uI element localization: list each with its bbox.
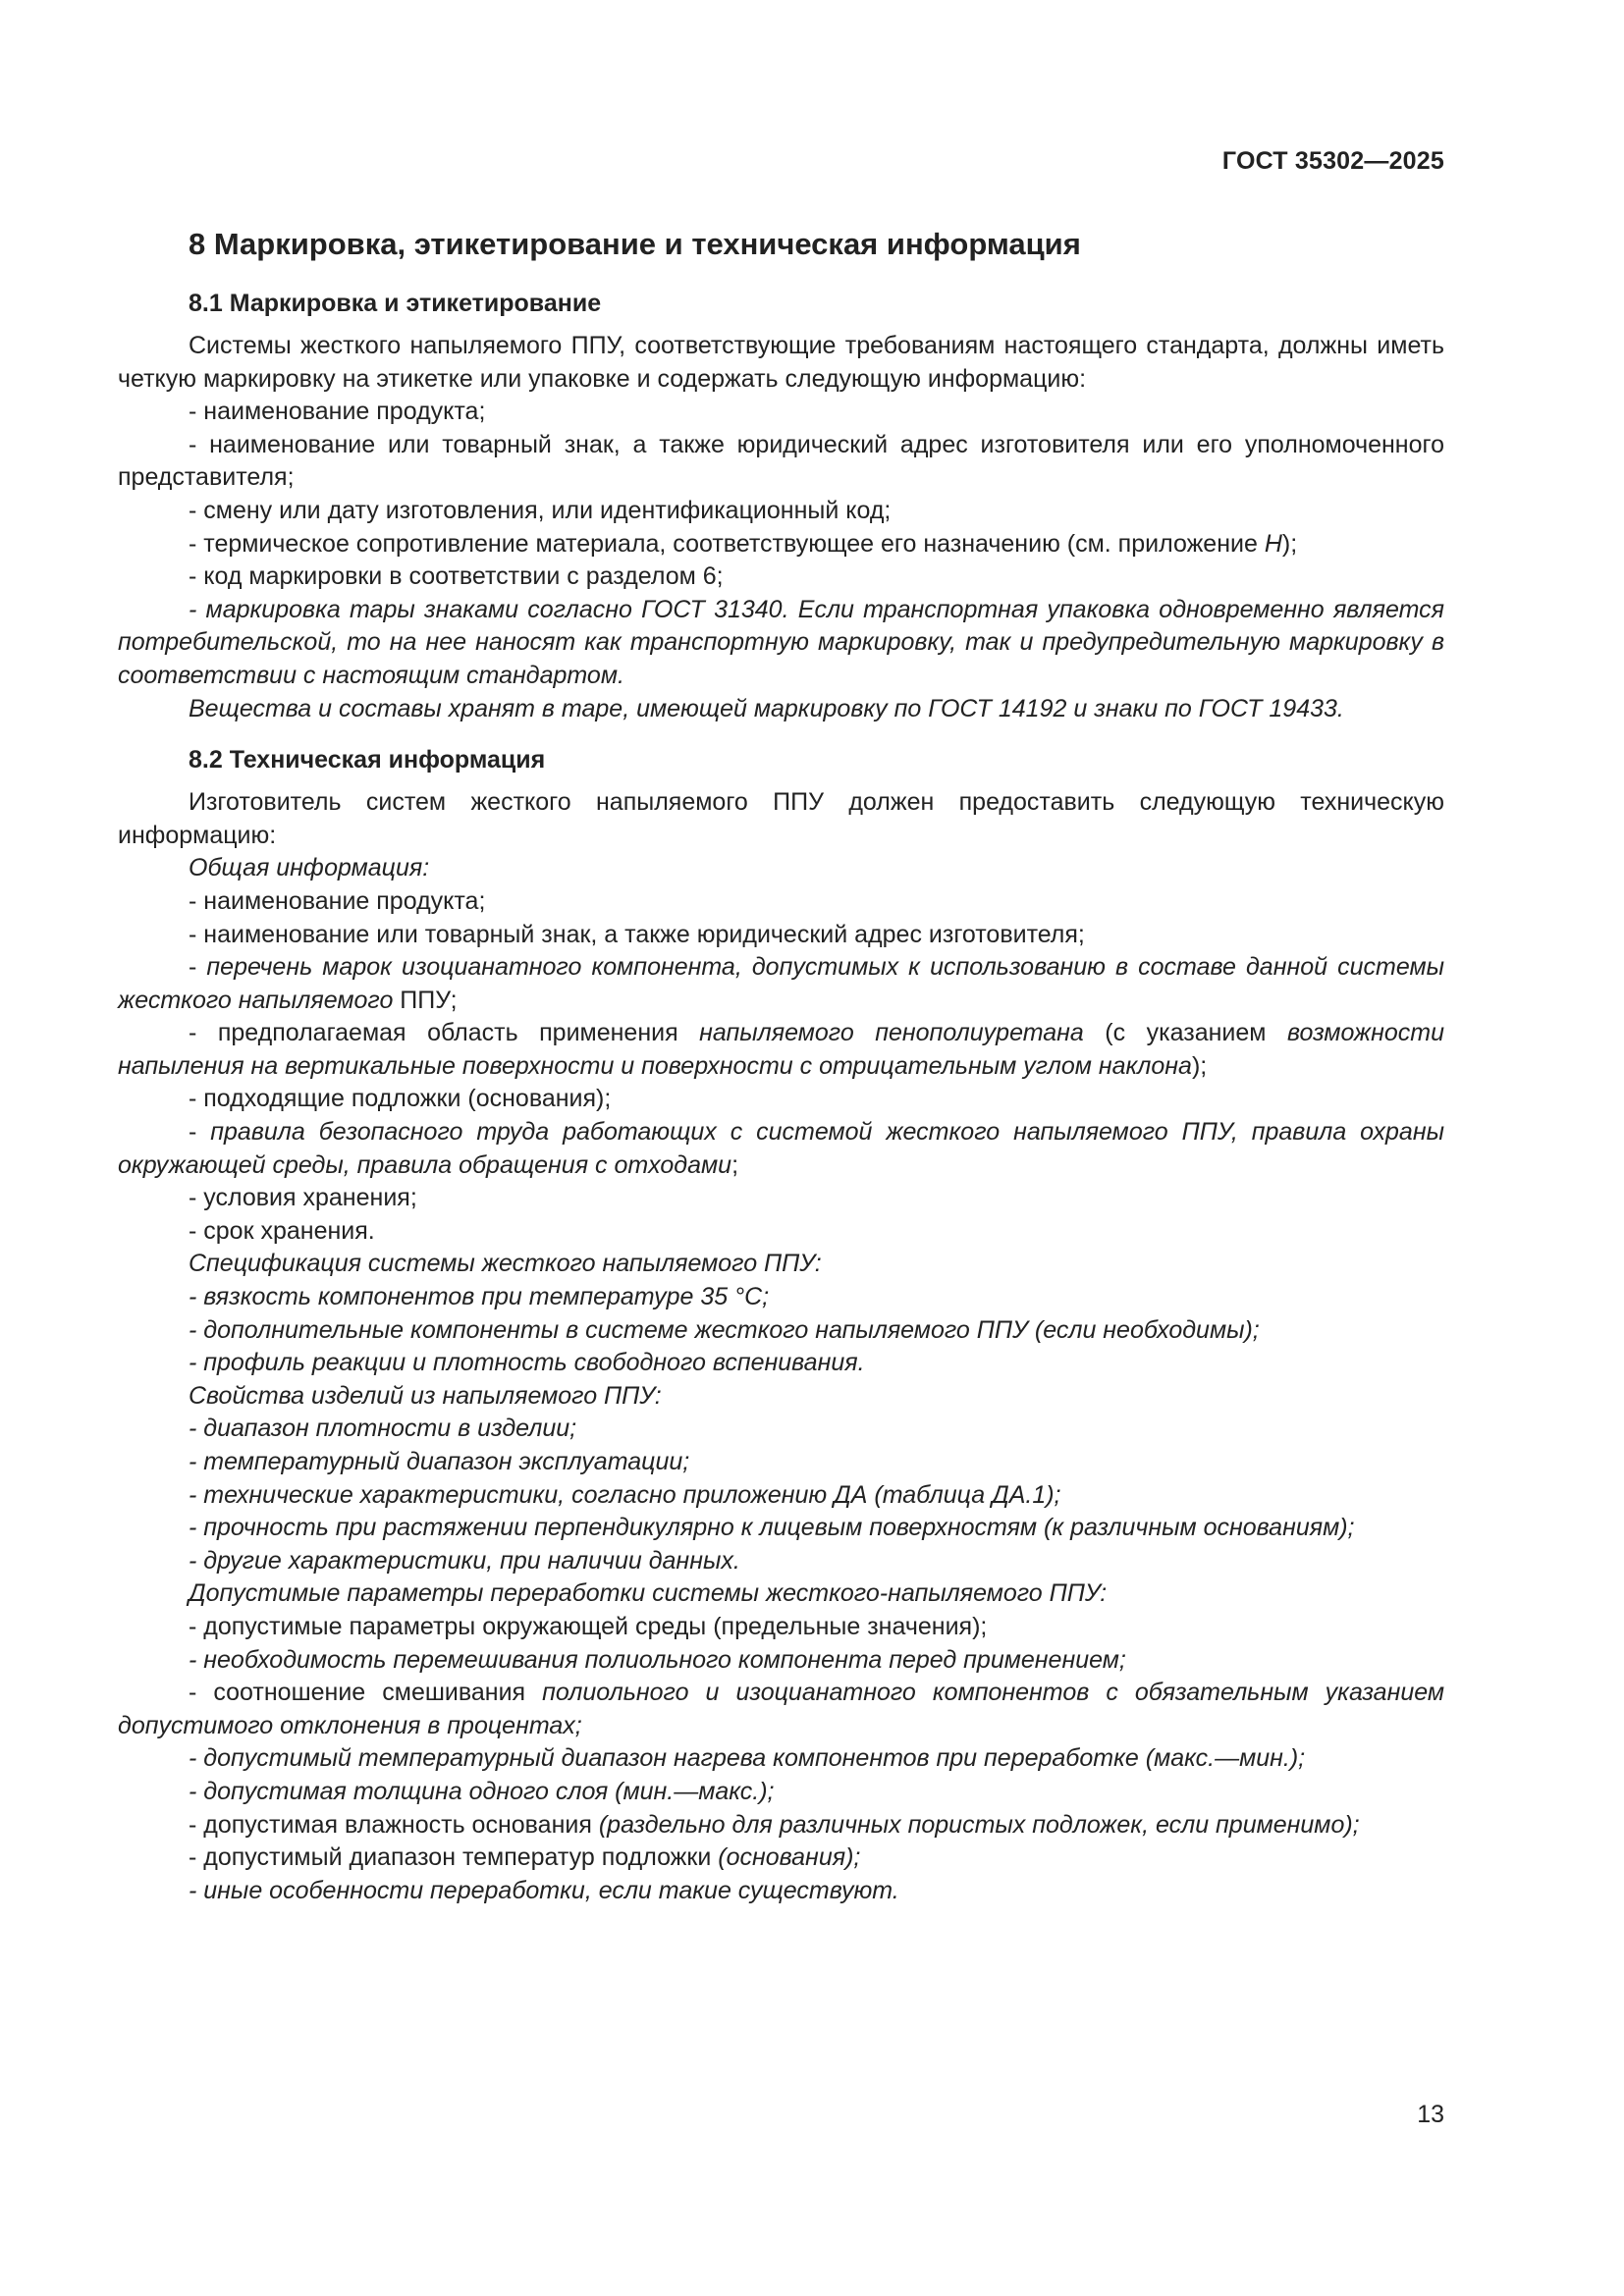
list-item: - необходимость перемешивания полиольного компонента перед применением; (189, 1645, 1126, 1674)
product-properties-heading: Свойства изделий из напыляемого ППУ: (189, 1381, 662, 1410)
list-item: - допустимая толщина одного слоя (мин.—макс.); (189, 1777, 775, 1805)
list-item-mixing-ratio: - соотношение смешивания полиольного и изоцианатного компонентов с обязательным указанием допустимого отклонения в процентах; (118, 1679, 1444, 1739)
section-8-2-title: 8.2 Техническая информация (189, 746, 546, 774)
list-item-substrate-temperature: - допустимый диапазон температур подложки (основания); (189, 1843, 861, 1872)
list-item: - иные особенности переработки, если такие существуют. (189, 1876, 899, 1904)
list-item: - смену или дату изготовления, или идентификационный код; (189, 496, 892, 524)
list-item: - другие характеристики, при наличии данных. (189, 1546, 740, 1575)
list-item: - срок хранения. (189, 1216, 375, 1245)
list-item: - температурный диапазон эксплуатации; (189, 1448, 690, 1475)
processing-parameters-heading: Допустимые параметры переработки системы жесткого-напыляемого ППУ: (189, 1579, 1108, 1608)
section-8-1-title: 8.1 Маркировка и этикетирование (189, 290, 602, 317)
section-8-2-intro: Изготовитель систем жесткого напыляемого ППУ должен предоставить следующую техническую информацию: (118, 788, 1444, 849)
page-number: 13 (1417, 2101, 1444, 2128)
list-item: - допустимые параметры окружающей среды (предельные значения); (189, 1612, 988, 1640)
list-item: - наименование продукта; (189, 886, 486, 915)
list-item: - вязкость компонентов при температуре 35 °С; (189, 1283, 770, 1311)
section-8-title: 8 Маркировка, этикетирование и техническая информация (189, 227, 1081, 261)
list-item-isocyanate-grades: - перечень марок изоцианатного компонента, допустимых к использованию в составе данной системы жесткого напыляемого ППУ; (118, 953, 1444, 1014)
list-item: - дополнительные компоненты в системе жесткого напыляемого ППУ (если необходимы); (189, 1315, 1260, 1344)
list-item: - наименование или товарный знак, а также юридический адрес изготовителя или его уполномоченного представителя; (118, 430, 1444, 492)
list-item-packaging-marking: - маркировка тары знаками согласно ГОСТ 31340. Если транспортная упаковка одновременно является потребительской, то на нее наносят как транспортную маркировку, так и предупредительную маркировку в соответствии с настоящим стандартом. (118, 595, 1444, 689)
general-info-heading: Общая информация: (189, 854, 430, 882)
list-item: - подходящие подложки (основания); (189, 1085, 612, 1113)
storage-note: Вещества и составы хранят в таре, имеющей маркировку по ГОСТ 14192 и знаки по ГОСТ 19433. (189, 694, 1344, 722)
list-item-safety-rules: - правила безопасного труда работающих с системой жесткого напыляемого ППУ, правила охраны окружающей среды, правила обращения с отходами; (118, 1118, 1444, 1179)
list-item: - наименование или товарный знак, а также юридический адрес изготовителя; (189, 920, 1085, 948)
list-item: - код маркировки в соответствии с разделом 6; (189, 562, 724, 591)
section-8-1-intro: Системы жесткого напыляемого ППУ, соответствующие требованиям настоящего стандарта, должны иметь четкую маркировку на этикетке или упаковке и содержать следующую информацию: (118, 332, 1444, 393)
list-item: - допустимый температурный диапазон нагрева компонентов при переработке (макс.—мин.); (189, 1744, 1306, 1773)
document-code-header: ГОСТ 35302—2025 (1221, 147, 1444, 175)
list-item-application-area: - предполагаемая область применения напыляемого пенополиуретана (с указанием возможности напыления на вертикальные поверхности и поверхности с отрицательным углом наклона); (118, 1019, 1444, 1080)
specification-heading: Спецификация системы жесткого напыляемого ППУ: (189, 1250, 822, 1278)
list-item: - прочность при растяжении перпендикулярно к лицевым поверхностям (к различным основаниям); (189, 1514, 1355, 1542)
list-item: - наименование продукта; (189, 398, 486, 426)
list-item: - диапазон плотности в изделии; (189, 1415, 577, 1443)
list-item-thermal-resistance: - термическое сопротивление материала, соответствующее его назначению (см. приложение Н); (189, 529, 1298, 558)
list-item: - условия хранения; (189, 1184, 417, 1212)
page-content (118, 224, 1444, 1907)
list-item: - профиль реакции и плотность свободного вспенивания. (189, 1349, 865, 1377)
list-item-substrate-moisture: - допустимая влажность основания (раздельно для различных пористых подложек, если применимо); (189, 1810, 1360, 1839)
list-item: - технические характеристики, согласно приложению ДА (таблица ДА.1); (189, 1480, 1061, 1509)
